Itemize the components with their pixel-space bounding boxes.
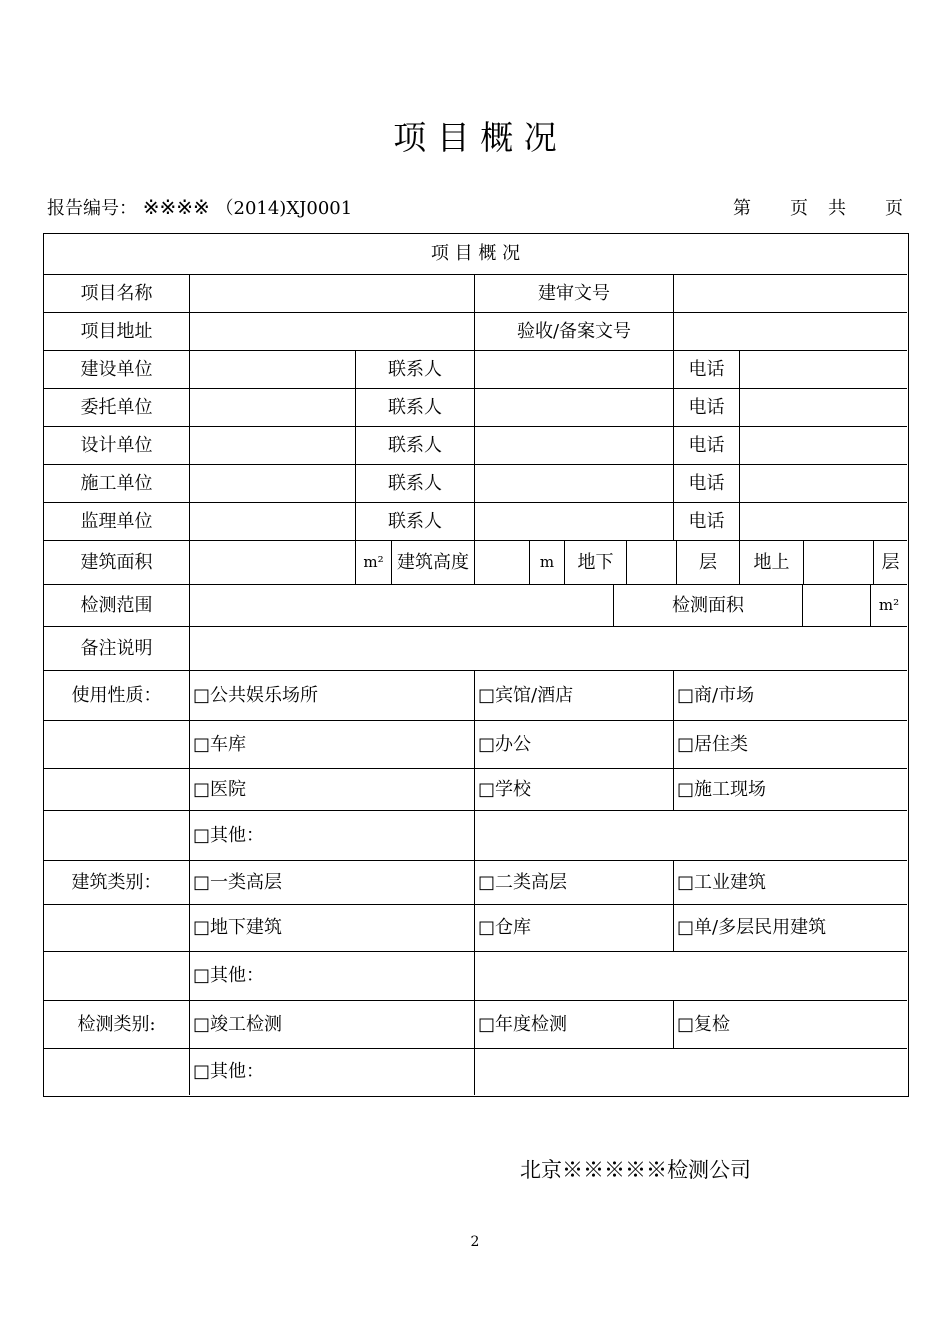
page-counter <box>733 194 903 220</box>
checkbox-garage[interactable]: □车库 <box>190 721 475 769</box>
empty-label-cell <box>44 811 190 861</box>
pager-ye2: 页 <box>885 198 903 219</box>
checkbox-reinspection[interactable]: □复检 <box>674 1001 907 1049</box>
company-name: 北京※※※※※检测公司 <box>520 1158 751 1182</box>
page-title: 项 目 概 况 <box>393 118 557 157</box>
inspection-other-value[interactable] <box>475 1049 907 1095</box>
checkbox-public-entertainment[interactable]: □公共娱乐场所 <box>190 671 475 721</box>
inspection-area-label: 检测面积 <box>614 585 803 627</box>
contact-value[interactable] <box>475 427 674 465</box>
project-name-label: 项目名称 <box>44 275 190 313</box>
table-header: 项 目 概 况 <box>44 234 907 275</box>
remarks-value[interactable] <box>190 627 907 671</box>
checkbox-construction-site[interactable]: □施工现场 <box>674 769 907 811</box>
checkbox-hotel[interactable]: □宾馆/酒店 <box>475 671 674 721</box>
checkbox-category-other[interactable]: □其他： <box>190 952 475 1001</box>
project-overview-table <box>43 233 909 1097</box>
acceptance-no-value[interactable] <box>674 313 907 351</box>
contact-label: 联系人 <box>356 389 475 427</box>
unit-value[interactable] <box>190 351 356 389</box>
floor-label-above: 层 <box>874 541 907 585</box>
checkbox-office[interactable]: □办公 <box>475 721 674 769</box>
phone-value[interactable] <box>740 427 907 465</box>
floor-label-below: 层 <box>677 541 740 585</box>
report-number-label: 报告编号： <box>47 198 137 219</box>
phone-value[interactable] <box>740 389 907 427</box>
above-ground-value[interactable] <box>804 541 874 585</box>
checkbox-class-two-highrise[interactable]: □二类高层 <box>475 861 674 905</box>
checkbox-industrial[interactable]: □工业建筑 <box>674 861 907 905</box>
contact-label: 联系人 <box>356 427 475 465</box>
phone-value[interactable] <box>740 503 907 541</box>
checkbox-market[interactable]: □商/市场 <box>674 671 907 721</box>
phone-label: 电话 <box>674 427 740 465</box>
unit-label-client: 委托单位 <box>44 389 190 427</box>
building-area-value[interactable] <box>190 541 356 585</box>
height-unit: m <box>530 541 565 585</box>
project-address-value[interactable] <box>190 313 475 351</box>
inspection-area-value[interactable] <box>803 585 871 627</box>
unit-label-builder: 施工单位 <box>44 465 190 503</box>
category-other-value[interactable] <box>475 952 907 1001</box>
checkbox-hospital[interactable]: □医院 <box>190 769 475 811</box>
checkbox-annual-inspection[interactable]: □年度检测 <box>475 1001 674 1049</box>
checkbox-residential[interactable]: □居住类 <box>674 721 907 769</box>
unit-value[interactable] <box>190 465 356 503</box>
unit-label-supervisor: 监理单位 <box>44 503 190 541</box>
pager-di: 第 <box>733 198 751 219</box>
scope-label: 检测范围 <box>44 585 190 627</box>
checkbox-class-one-highrise[interactable]: □一类高层 <box>190 861 475 905</box>
acceptance-no-label: 验收/备案文号 <box>475 313 674 351</box>
contact-value[interactable] <box>475 503 674 541</box>
scope-value[interactable] <box>190 585 614 627</box>
report-number-symbols: ※※※※ <box>142 195 210 219</box>
inspection-area-unit: m² <box>871 585 907 627</box>
contact-label: 联系人 <box>356 465 475 503</box>
below-ground-label: 地下 <box>565 541 627 585</box>
checkbox-completion-inspection[interactable]: □竣工检测 <box>190 1001 475 1049</box>
unit-label-design: 设计单位 <box>44 427 190 465</box>
contact-value[interactable] <box>475 465 674 503</box>
unit-label-construction: 建设单位 <box>44 351 190 389</box>
use-other-value[interactable] <box>475 811 907 861</box>
empty-label-cell <box>44 905 190 952</box>
contact-value[interactable] <box>475 351 674 389</box>
use-nature-label: 使用性质： <box>44 671 190 721</box>
checkbox-use-other[interactable]: □其他： <box>190 811 475 861</box>
phone-label: 电话 <box>674 503 740 541</box>
building-height-value[interactable] <box>475 541 530 585</box>
phone-value[interactable] <box>740 465 907 503</box>
empty-label-cell <box>44 952 190 1001</box>
area-unit: m² <box>356 541 392 585</box>
building-height-label: 建筑高度 <box>392 541 475 585</box>
phone-label: 电话 <box>674 465 740 503</box>
checkbox-underground[interactable]: □地下建筑 <box>190 905 475 952</box>
checkbox-warehouse[interactable]: □仓库 <box>475 905 674 952</box>
unit-value[interactable] <box>190 503 356 541</box>
page-number: 2 <box>470 1234 480 1250</box>
contact-label: 联系人 <box>356 503 475 541</box>
unit-value[interactable] <box>190 427 356 465</box>
approval-no-label: 建审文号 <box>475 275 674 313</box>
phone-label: 电话 <box>674 351 740 389</box>
unit-value[interactable] <box>190 389 356 427</box>
empty-label-cell <box>44 769 190 811</box>
checkbox-school[interactable]: □学校 <box>475 769 674 811</box>
below-ground-value[interactable] <box>627 541 677 585</box>
inspection-type-label: 检测类别: <box>44 1001 190 1049</box>
empty-label-cell <box>44 1049 190 1095</box>
pager-ye1: 页 <box>790 198 808 219</box>
remarks-label: 备注说明 <box>44 627 190 671</box>
checkbox-inspection-other[interactable]: □其他： <box>190 1049 475 1095</box>
report-number-code: （2014)XJ0001 <box>215 198 353 219</box>
report-number <box>47 194 352 220</box>
checkbox-civil-building[interactable]: □单/多层民用建筑 <box>674 905 907 952</box>
contact-value[interactable] <box>475 389 674 427</box>
building-area-label: 建筑面积 <box>44 541 190 585</box>
empty-label-cell <box>44 721 190 769</box>
phone-value[interactable] <box>740 351 907 389</box>
approval-no-value[interactable] <box>674 275 907 313</box>
phone-label: 电话 <box>674 389 740 427</box>
above-ground-label: 地上 <box>740 541 804 585</box>
project-address-label: 项目地址 <box>44 313 190 351</box>
contact-label: 联系人 <box>356 351 475 389</box>
building-category-label: 建筑类别： <box>44 861 190 905</box>
pager-gong: 共 <box>828 198 846 219</box>
project-name-value[interactable] <box>190 275 475 313</box>
